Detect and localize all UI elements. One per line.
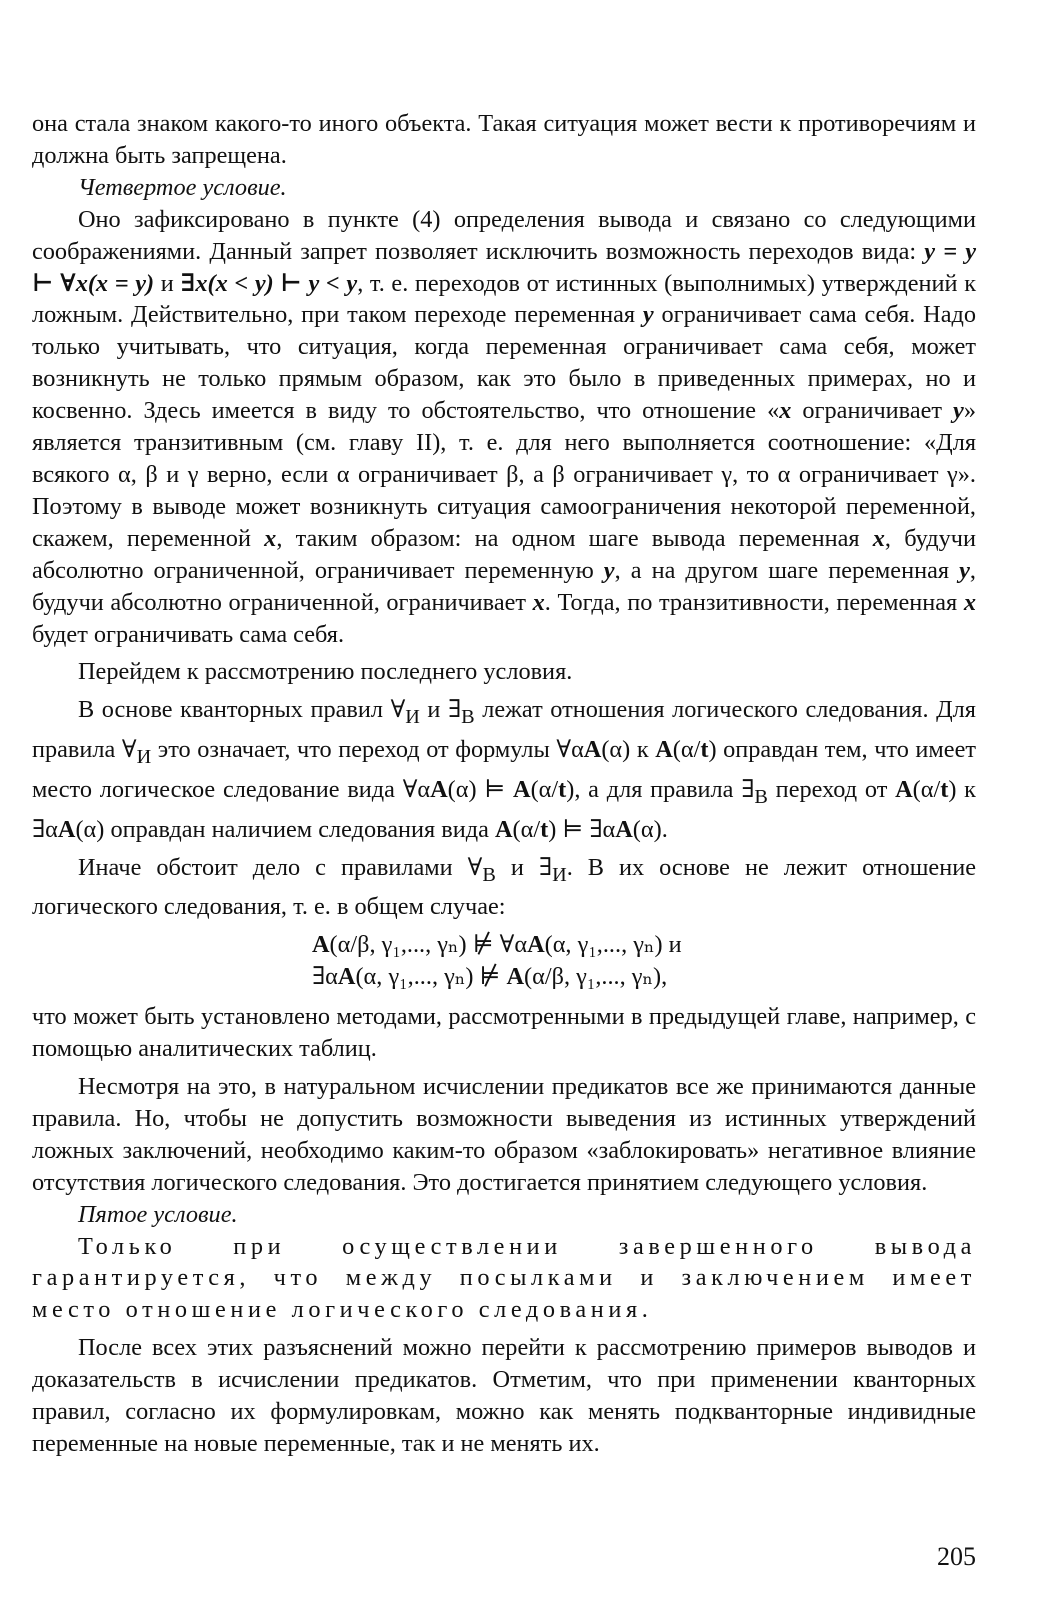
paragraph-continuation: она стала знаком какого-то иного объекта. Такая ситуация может вести к противоречиям и должна быть запрещена. — [32, 110, 976, 169]
heading-fifth-condition: Пятое условие. — [78, 1200, 238, 1228]
formula-line-1: A(α/β, γ₁,..., γₙ) ⊭ ∀αA(α, γ₁,..., γₙ) и — [312, 931, 682, 959]
paragraph-conclusion: После всех этих разъяснений можно перейти к рассмотрению примеров выводов и доказательств в исчислении предикатов. Отметим, что при применении кванторных правил, согласно их формулировкам, можно как менять подкванторные индивидные переменные на новые переменные, так и не менять их. — [32, 1334, 976, 1457]
paragraph-transition: Перейдем к рассмотрению последнего условия. — [78, 658, 573, 686]
paragraph-fourth-condition: Оно зафиксировано в пункте (4) определения вывода и связано со следующими соображениями. Данный запрет позволяет исключить возможность переходов вида: y = y ⊢ ∀x(x = y) и ∃x(x < y) ⊢ y < y, т. е. переходов от истинных (выполнимых) утверждений к ложным. Действительно, при таком переходе переменная y ограничивает сама себя. Надо только учитывать, что ситуация, когда переменная ограничивает сама себя, может возникнуть не только прямым образом, как это было в приведенных примерах, но и косвенно. Здесь имеется в виду то обстоятельство, что отношение «x ограничивает y» является транзитивным (см. главу II), т. е. для него выполняется соотношение: «Для всякого α, β и γ верно, если α ограничивает β, а β ограничивает γ, то α ограничивает γ». Поэтому в выводе может возникнуть ситуация самоограничения некоторой переменной, скажем, переменной x, таким образом: на одном шаге вывода переменная x, будучи абсолютно ограниченной, ограничивает переменную y, а на другом шаге переменная y, будучи абсолютно ограниченной, ограничивает x. Тогда, по транзитивности, переменная x будет ограничивать сама себя. — [32, 205, 977, 648]
paragraph-fifth-condition: Только при осуществлении завершенного вывода гарантируется, что между посылками и заключением имеет место отношение логического следования. — [32, 1232, 976, 1324]
formula-line-2: ∃αA(α, γ₁,..., γₙ) ⊭ A(α/β, γ₁,..., γₙ), — [312, 963, 668, 991]
body-text — [32, 108, 976, 1460]
paragraph-other-rules: Иначе обстоит дело с правилами $\forall_В$ и $\exists_И$. В их основе не лежит отношение логического следования, т. е. в общем случае: — [32, 853, 976, 921]
formula-inline: ∃x(x < y) ⊢ y < y — [180, 269, 358, 297]
paragraph-quantifier-rules: В основе кванторных правил $\forall_И$ и $\exists_В$ лежат отношения логического следования. Для правила $\forall_И$ это означает, что переход от формулы ∀αA(α) к A(α/t) оправдан тем, что имеет место логическое следование вида ∀αA(α) ⊨ A(α/t), а для правила $\exists_В$ переход от A(α/t) к ∃αA(α) оправдан наличием следования вида A(α/t) ⊨ ∃αA(α). — [32, 696, 976, 843]
paragraph-blocking: Несмотря на это, в натуральном исчислении предикатов все же принимаются данные правила. Но, чтобы не допустить возможности выведения из истинных утверждений ложных заключений, необходимо каким-то образом «заблокировать» негативное влияние отсутствия логического следования. Это достигается принятием следующего условия. — [32, 1073, 976, 1196]
page-number: 205 — [937, 1542, 976, 1571]
display-formula — [32, 929, 976, 993]
paragraph-after-formula: что может быть установлено методами, рассмотренными в предыдущей главе, например, с помощью аналитических таблиц. — [32, 1003, 976, 1063]
formula-inline: y = y ⊢ ∀x(x = y) — [32, 237, 977, 297]
heading-fourth-condition: Четвертое условие. — [78, 173, 287, 201]
